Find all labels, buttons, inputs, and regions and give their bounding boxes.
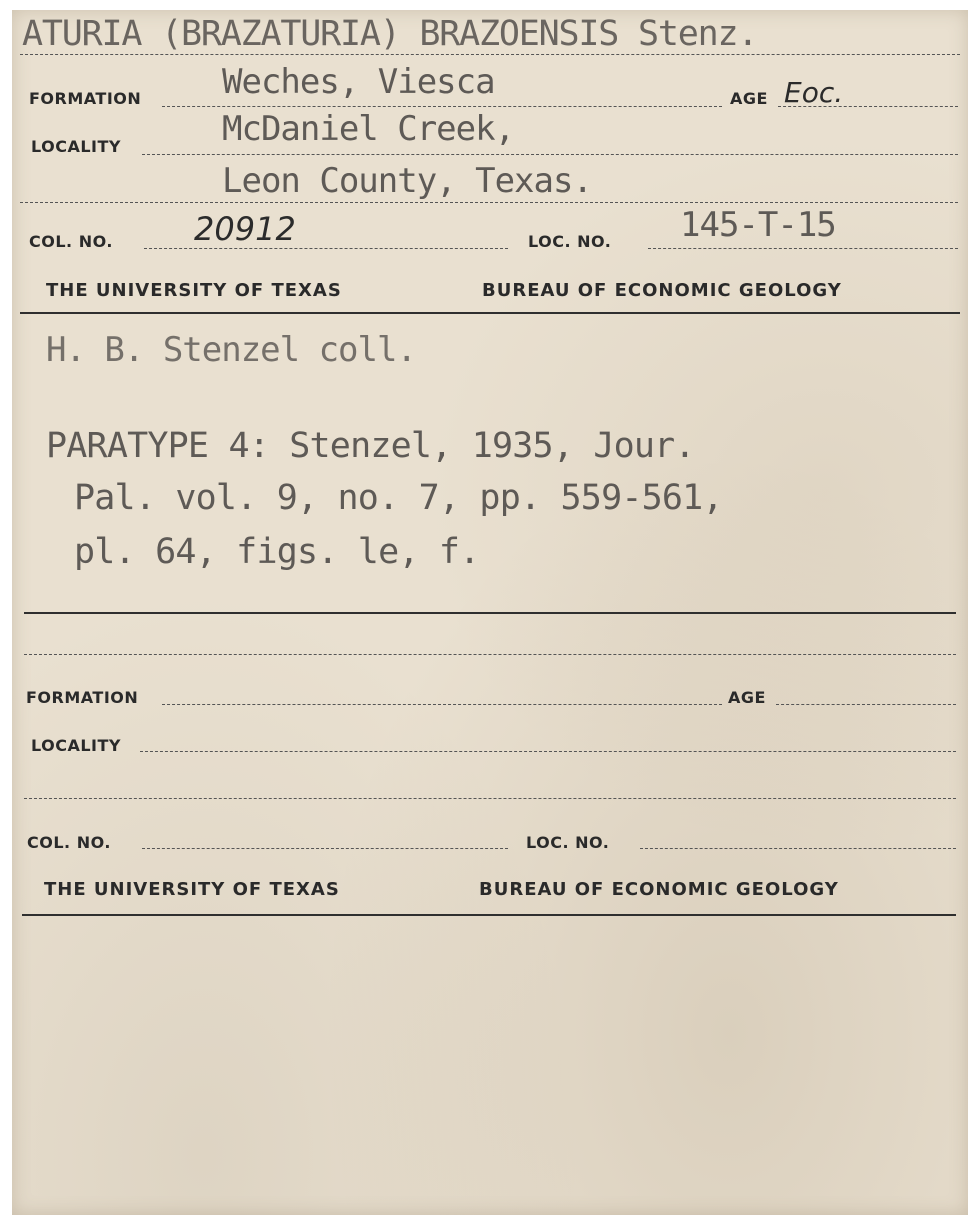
paratype-line-2: Pal. vol. 9, no. 7, pp. 559-561, bbox=[74, 478, 723, 518]
top-label-bottom-rule bbox=[20, 312, 960, 314]
loc-no-value: 145-T-15 bbox=[680, 205, 836, 245]
col-no-value: 20912 bbox=[194, 210, 296, 248]
bottom-locality-line-extra bbox=[24, 798, 956, 799]
locality-label: LOCALITY bbox=[31, 137, 121, 156]
loc-no-label: LOC. NO. bbox=[528, 232, 612, 251]
age-label: AGE bbox=[730, 89, 768, 108]
bottom-formation-label: FORMATION bbox=[26, 688, 139, 707]
species-underline bbox=[20, 54, 960, 55]
bottom-locality-label: LOCALITY bbox=[31, 736, 121, 755]
bottom-label-bottom-rule bbox=[22, 914, 956, 916]
footer-bureau: BUREAU OF ECONOMIC GEOLOGY bbox=[482, 280, 842, 301]
specimen-label-card bbox=[12, 10, 968, 1215]
bottom-formation-line bbox=[162, 704, 722, 705]
collector-note: H. B. Stenzel coll. bbox=[46, 330, 416, 370]
bottom-species-line bbox=[24, 654, 956, 655]
locality-line bbox=[142, 154, 958, 155]
bottom-label-top-rule bbox=[24, 612, 956, 614]
bottom-age-line bbox=[776, 704, 956, 705]
footer-university: THE UNIVERSITY OF TEXAS bbox=[46, 280, 342, 301]
col-no-line bbox=[144, 248, 508, 249]
paratype-line-1: PARATYPE 4: Stenzel, 1935, Jour. bbox=[46, 426, 695, 466]
formation-value: Weches, Viesca bbox=[222, 62, 495, 102]
bottom-footer-university: THE UNIVERSITY OF TEXAS bbox=[44, 879, 340, 900]
age-line bbox=[778, 106, 958, 107]
paratype-line-3: pl. 64, figs. le, f. bbox=[74, 532, 480, 572]
age-value: Eoc. bbox=[784, 76, 844, 109]
bottom-age-label: AGE bbox=[728, 688, 766, 707]
locality-line-1: McDaniel Creek, bbox=[222, 109, 515, 149]
bottom-col-no-label: COL. NO. bbox=[27, 833, 111, 852]
bottom-locality-line bbox=[140, 751, 956, 752]
species-name: ATURIA (BRAZATURIA) BRAZOENSIS Stenz. bbox=[22, 14, 758, 54]
locality-line-2: Leon County, Texas. bbox=[222, 161, 592, 201]
formation-line bbox=[162, 106, 722, 107]
locality-line-extra bbox=[20, 202, 958, 203]
formation-label: FORMATION bbox=[29, 89, 142, 108]
bottom-footer-bureau: BUREAU OF ECONOMIC GEOLOGY bbox=[479, 879, 839, 900]
bottom-loc-no-line bbox=[640, 848, 956, 849]
col-no-label: COL. NO. bbox=[29, 232, 113, 251]
loc-no-line bbox=[648, 248, 958, 249]
bottom-col-no-line bbox=[142, 848, 508, 849]
bottom-loc-no-label: LOC. NO. bbox=[526, 833, 610, 852]
